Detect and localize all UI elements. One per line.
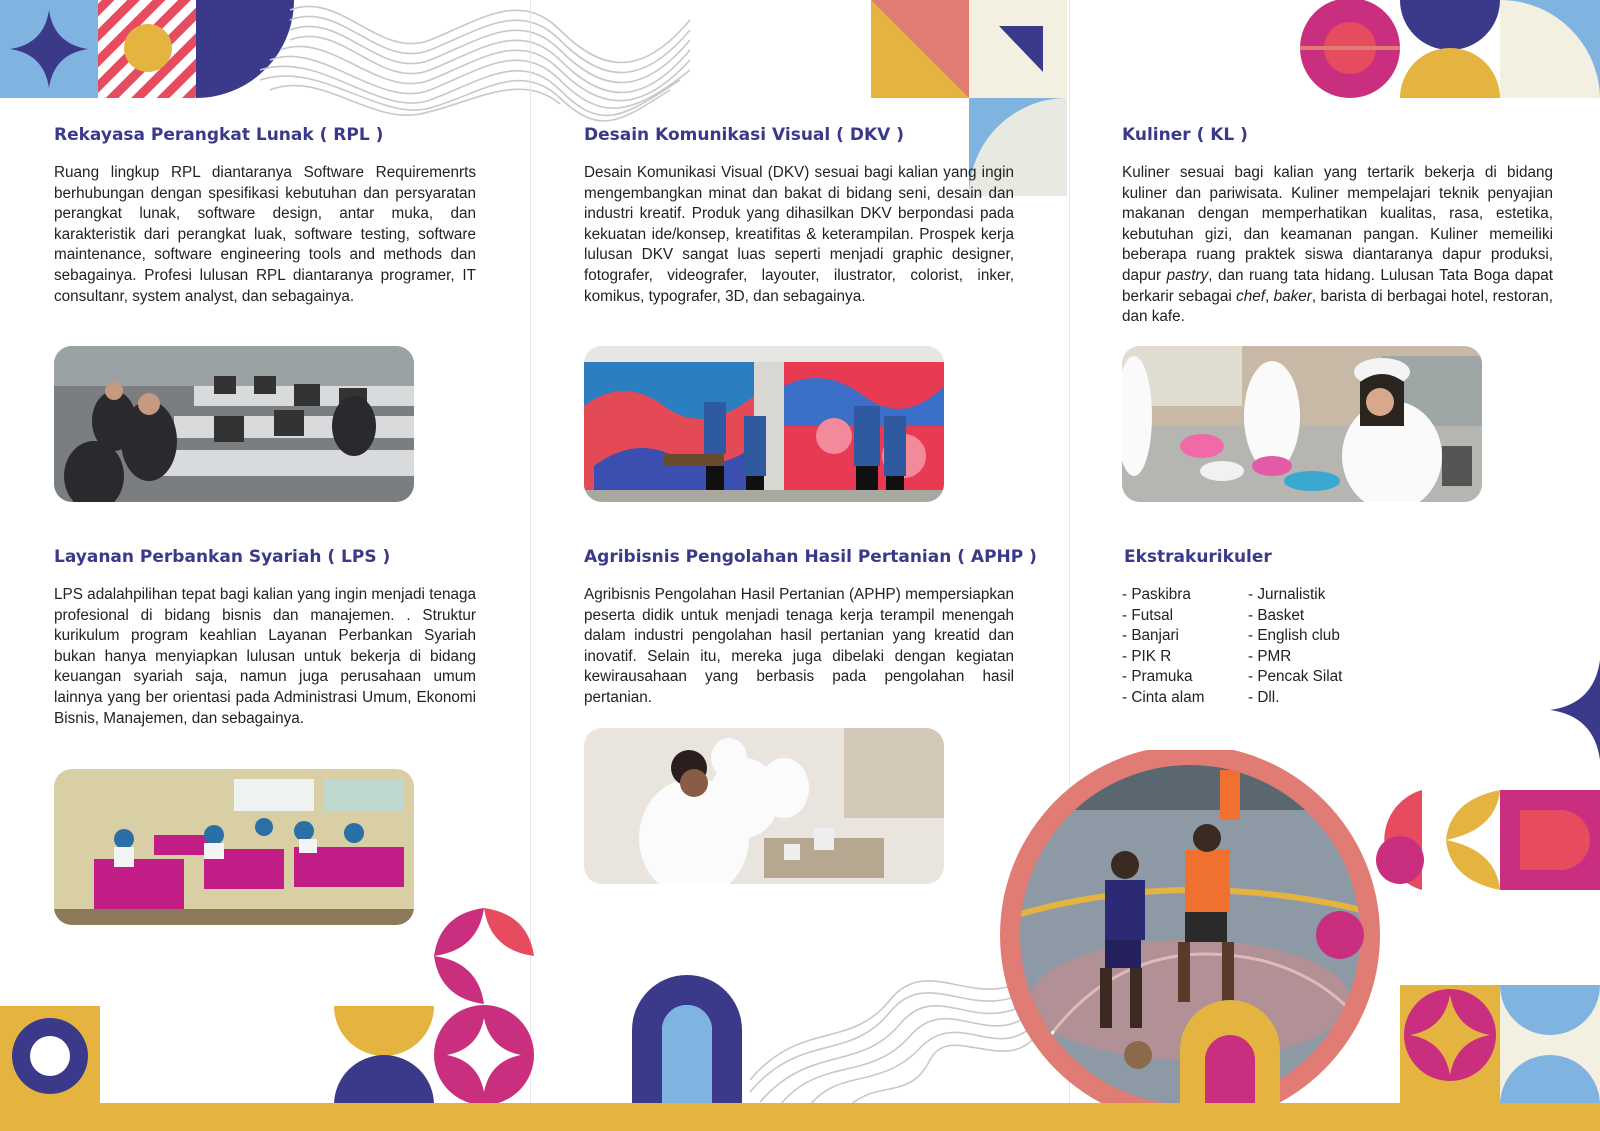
kl-description-em-baker: baker [1273, 287, 1312, 305]
dkv-photo [584, 346, 944, 502]
kl-description-part4: , barista di berbagai hotel, restoran, dan kafe. [1122, 287, 1553, 326]
kl-description-em-chef: chef [1236, 287, 1266, 305]
decor-right-edge [1540, 660, 1600, 760]
ekskul-title: Ekstrakurikuler [1124, 547, 1272, 567]
lps-title: Layanan Perbankan Syariah ( LPS ) [54, 547, 391, 567]
ekskul-item: - PIK R [1122, 647, 1172, 665]
ekskul-item: - Pencak Silat [1248, 668, 1343, 686]
dkv-description: Desain Komunikasi Visual (DKV) sesuai bagi kalian yang ingin mengembangkan minat dan bakat di bidang seni, desain dan industri kreatif. Produk yang dihasilkan DKV berpondasi pada kekuatan ide/konsep, kreatifitas & keterampilan. Prospek kerja lulusan DKV sangat luas seperti menjadi graphic designer, fotografer, videografer, layouter, ilustrator, colorist, inker, komikus, typografer, 3D, dan sebagainya. [584, 164, 1014, 305]
ekskul-item: - Basket [1248, 606, 1305, 624]
kl-title: Kuliner ( KL ) [1122, 125, 1248, 145]
dkv-title: Desain Komunikasi Visual ( DKV ) [584, 125, 904, 145]
aphp-photo [584, 728, 944, 884]
aphp-description: Agribisnis Pengolahan Hasil Pertanian (APHP) mempersiapkan peserta didik untuk menjadi tenaga kerja terampil menengah dalam industri pengolahan hasil pertanian yang kreatid dan inovatif. Selain itu, mereka juga dibelaki dengan kegiatan kewirausahaan yang berbasis pada pengolahan hasil pertanian. [584, 586, 1014, 706]
kl-description-part3: , [1265, 287, 1274, 305]
ekskul-list-col1 [1122, 585, 1204, 709]
ekskul-item: - Futsal [1122, 606, 1173, 624]
bottom-bar [0, 1103, 1600, 1131]
ekskul-item: - Jurnalistik [1248, 586, 1326, 603]
rpl-title: Rekayasa Perangkat Lunak ( RPL ) [54, 125, 384, 145]
decor-top-left [0, 0, 700, 125]
ekskul-item: - Pramuka [1122, 668, 1193, 686]
ekskul-item: - Paskibra [1122, 586, 1191, 603]
rpl-photo [54, 346, 414, 502]
ekskul-photo [1000, 750, 1600, 1105]
ekskul-item: - Banjari [1122, 627, 1179, 645]
ekskul-list-col2 [1248, 585, 1342, 709]
ekskul-item: - English club [1248, 627, 1340, 645]
kl-description-part2: , dan ruang tata hidang. Lulusan Tata Boga dapat berkarir sebagai [1122, 266, 1554, 305]
ekskul-item: - Cinta alam [1122, 688, 1205, 706]
rpl-description: Ruang lingkup RPL diantaranya Software Requiremenrts berhubungan dengan spesifikasi kebutuhan dan persyaratan perangkat lunak, software design, antar muka, dan karakteristik dari perangkat luak, software testing, software maintenance, software engineering tools and methods dan sebagainya. Profesi lulusan RPL diantaranya programer, IT consultanr, system analyst, dan sebagainya. [54, 164, 476, 305]
kl-description-em-pastry: pastry [1166, 266, 1209, 284]
lps-description: LPS adalahpilihan tepat bagi kalian yang ingin menjadi tenaga profesional di bidang bisnis dan manajemen. . Struktur kurikulum program keahlian Layanan Perbankan Syariah bukan hanya menyiapkan lulusan untuk bekerja di bidang keuangan syariah saja, namun juga perusahaan umum lainnya yang ber orientasi pada Administrasi Umum, Ekonomi Bisnis, Manajemen, dan sebagainya. [54, 586, 476, 727]
decor-top-right [1300, 0, 1600, 100]
ekskul-item: - Dll. [1248, 688, 1280, 706]
ekskul-item: - PMR [1248, 647, 1292, 665]
kl-description [1122, 163, 1553, 328]
aphp-title: Agribisnis Pengolahan Hasil Pertanian ( APHP ) [584, 547, 1037, 567]
kl-photo [1122, 346, 1482, 502]
decor-bottom-left [0, 900, 535, 1105]
kl-description-part1: Kuliner sesuai bagi kalian yang tertarik bekerja di bidang kuliner dan pariwisata. Kuliner mempelajari teknik penyajian makanan dengan memperhatikan kualitas, rasa, estetika, kebutuhan gizi, dan keamanan pangan. Kuliner memeiliki beberapa ruang praktek siswa diantaranya dapur produksi, dapur [1122, 164, 1553, 284]
